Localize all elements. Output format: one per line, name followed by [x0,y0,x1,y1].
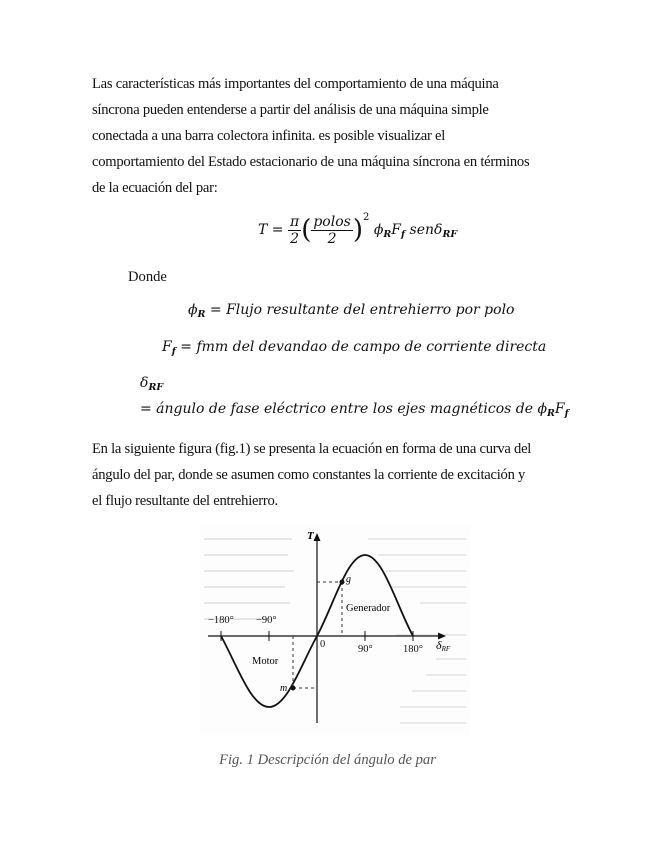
intro-line-3: conectada a una barra colectora infinita. es posible visualizar el [92,128,446,144]
tick-label-minus-180: −180° [208,615,234,626]
eq-two-b: 2 [327,230,337,247]
eq-lhs: T = [258,222,284,238]
figure-para-line-2: ángulo del par, donde se asumen como constantes la corriente de excitación y [92,467,526,483]
eq-phi: ϕ [373,222,384,238]
def2-symbol: F [162,339,172,355]
tick-label-90: 90° [358,644,373,655]
def3-tail-F-sub: f [564,408,569,419]
def1-sub: R [197,309,206,320]
tick-label-zero: 0 [320,639,326,650]
def1-symbol: ϕ [188,302,198,318]
intro-line-5: de la ecuación del par: [92,180,218,196]
point-m-dot [291,686,296,691]
pi-over-two [288,214,301,247]
def3-symbol: δ [140,375,149,391]
region-generator-label: Generador [346,603,391,614]
point-g-label: g [346,574,351,585]
eq-exponent: 2 [362,212,370,223]
eq-two: 2 [290,230,300,247]
definition-delta-rf-symbol [140,375,163,393]
def3-tail-phi-sub: R [547,408,555,419]
y-axis-label: T [307,530,314,542]
eq-sen: sen [409,222,435,238]
def3-text: = ángulo de fase eléctrico entre los ejes magnéticos de [140,401,538,417]
intro-line-2: síncrona pueden entenderse a partir del análisis de una máquina simple [92,102,489,118]
tick-label-180: 180° [403,644,423,655]
polos-over-two [311,214,352,247]
torque-angle-figure [200,525,470,735]
eq-phi-sub: R [383,229,392,240]
def1-text: = Flujo resultante del entrehierro por polo [205,302,515,318]
def2-text: = fmm del devandao de campo de corriente directa [175,339,547,355]
torque-equation: T = $\frac{\pi}{2}$ ( $\frac{\text{polos}}{2}$ )$^2$ $\phi_RF_f$ senδ$_{RF}$ [258,212,458,247]
intro-line-1: Las características más importantes del comportamiento de una máquina [92,76,499,92]
def3-tail-F: F [554,401,565,417]
definition-delta-rf-text [140,401,569,419]
def3-tail-phi: ϕ [537,401,548,417]
intro-line-4: comportamiento del Estado estacionario de una máquina síncrona en términos [92,154,530,170]
figure-para-line-1: En la siguiente figura (fig.1) se presenta la ecuación en forma de una curva del [92,441,532,457]
eq-polos: polos [313,213,351,230]
point-g-dot [340,580,345,585]
figure-background [200,525,470,735]
donde-label: Donde [128,269,167,285]
eq-F: F [391,222,401,238]
def2-sub: f [171,346,176,357]
def3-sub: RF [148,382,164,393]
region-motor-label: Motor [252,656,279,667]
point-m-label: m [280,683,288,694]
eq-pi: π [289,213,300,230]
definition-f-f [162,339,546,357]
eq-delta-sub: RF [442,229,458,240]
figure-paragraph [92,436,567,514]
eq-delta: δ [434,222,443,238]
tick-label-minus-90: −90° [256,615,277,626]
intro-paragraph [92,71,567,201]
definition-phi-r [188,302,514,320]
x-axis-label-symbol: δ [436,638,442,652]
figure-caption: Fig. 1 Descripción del ángulo de par [219,752,436,768]
eq-F-sub: f [400,229,406,240]
x-axis-label-sub: RF [441,645,451,653]
figure-para-line-3: el flujo resultante del entrehierro. [92,493,278,509]
